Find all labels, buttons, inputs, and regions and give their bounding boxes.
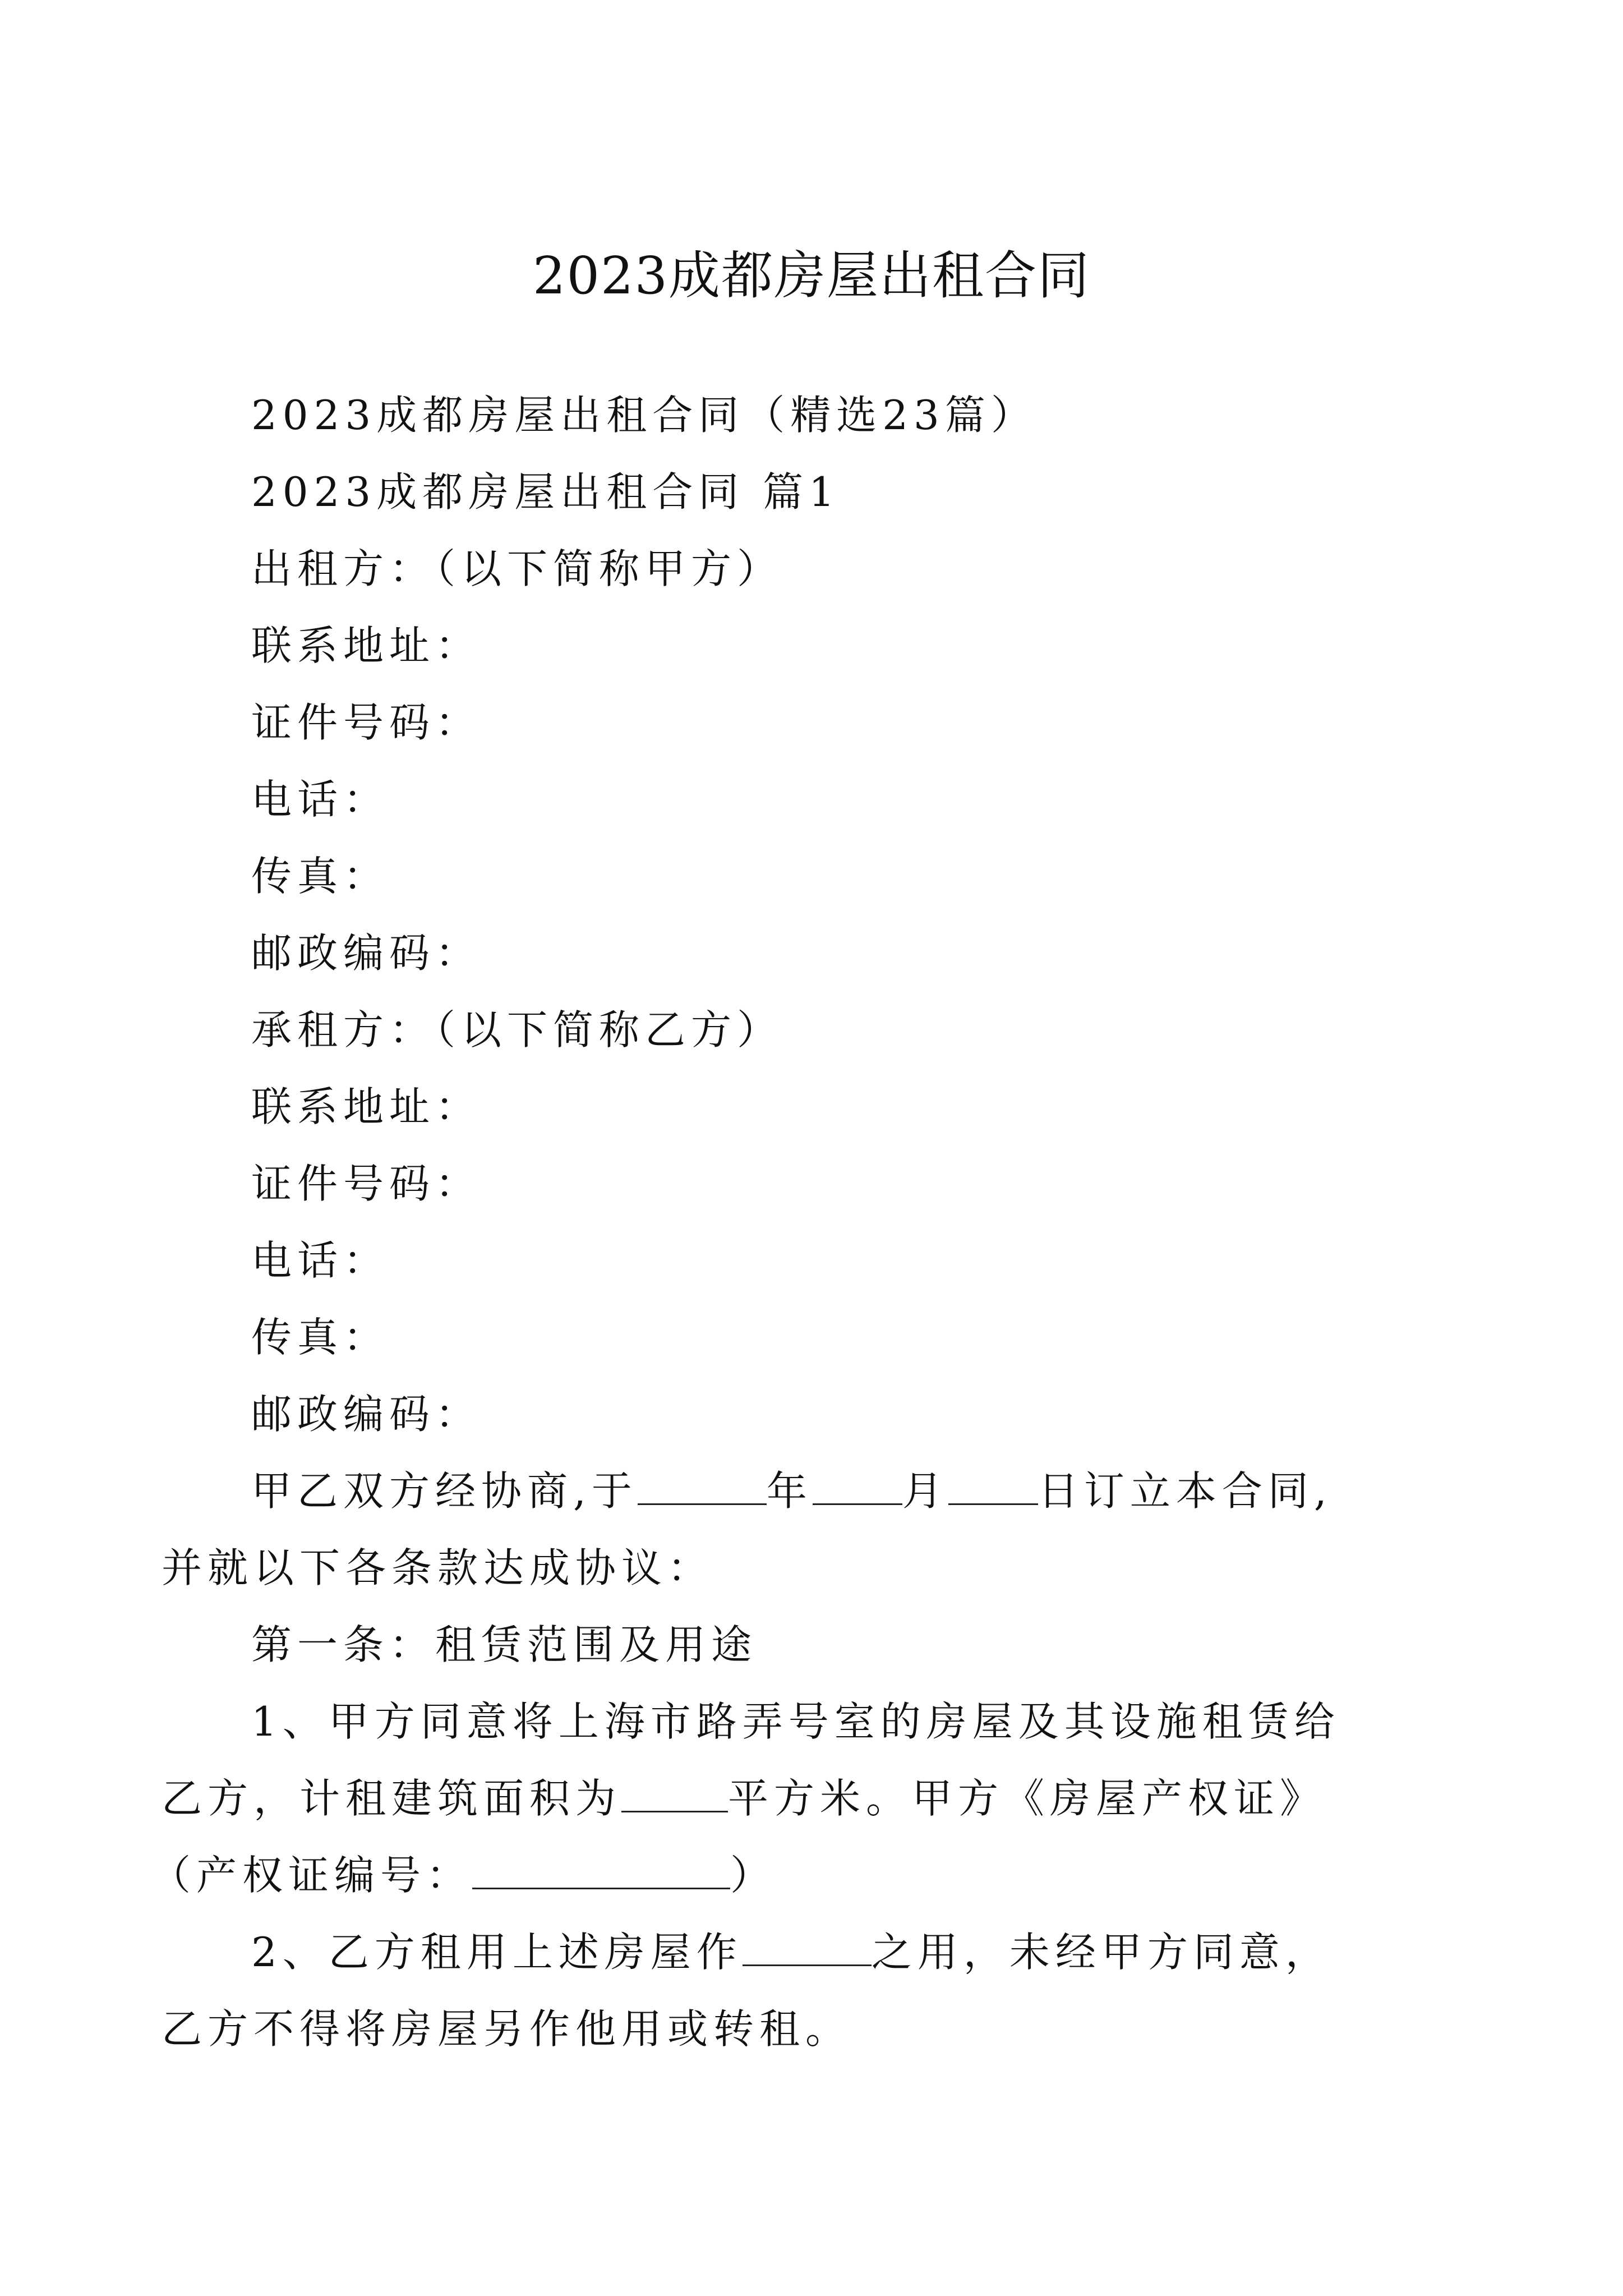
- clause1-cert-text: 平方米。甲方《房屋产权证》: [728, 1775, 1326, 1822]
- cert-close-paren: ）: [730, 1852, 777, 1899]
- section-heading: 2023成都房屋出租合同 篇1: [251, 468, 840, 516]
- year-label: 年: [766, 1467, 813, 1515]
- clause2-line-2: 乙方不得将房屋另作他用或转租。: [162, 2005, 852, 2053]
- document-title: 2023成都房屋出租合同: [532, 245, 1091, 306]
- lessee-postcode-label: 邮政编码：: [251, 1391, 482, 1438]
- area-blank: [621, 1772, 728, 1812]
- clause2-use-text: 2、乙方租用上述房屋作: [251, 1929, 743, 1976]
- clause1-line-1: 1、甲方同意将上海市路弄号室的房屋及其设施租赁给: [251, 1698, 1340, 1745]
- lessee-id-label: 证件号码：: [251, 1160, 482, 1207]
- article1-heading: 第一条：租赁范围及用途: [251, 1621, 758, 1668]
- lessee-phone-label: 电话：: [251, 1237, 390, 1284]
- lessor-phone-label: 电话：: [251, 776, 390, 823]
- clause2-line-1: [251, 1914, 1390, 1991]
- lessor-fax-label: 传真：: [251, 853, 390, 900]
- clause1-line-3: [150, 1837, 1390, 1914]
- month-label: 月: [902, 1467, 948, 1515]
- lessor-postcode-label: 邮政编码：: [251, 930, 482, 977]
- document-body: [150, 377, 1390, 2068]
- use-blank: [743, 1925, 872, 1966]
- lessor-heading: 出租方：（以下简称甲方）: [251, 545, 783, 592]
- agreement-text-start: 甲乙双方经协商,于: [251, 1467, 638, 1515]
- day-blank: [948, 1464, 1038, 1505]
- cert-number-label: （产权证编号：: [150, 1852, 473, 1899]
- subtitle: 2023成都房屋出租合同（精选23篇）: [251, 392, 1037, 439]
- cert-number-blank: [472, 1848, 730, 1889]
- clause1-area-text: 乙方，计租建筑面积为: [162, 1775, 622, 1822]
- lessee-heading: 承租方：（以下简称乙方）: [251, 1006, 783, 1053]
- lessee-address-label: 联系地址：: [251, 1083, 482, 1130]
- clause2-consent-text: 之用，未经甲方同意，: [871, 1929, 1331, 1976]
- clause1-line-2: [162, 1760, 1390, 1837]
- lessor-id-label: 证件号码：: [251, 699, 482, 746]
- month-blank: [813, 1464, 902, 1505]
- lessor-address-label: 联系地址：: [251, 622, 482, 669]
- agreement-line-2: 并就以下各条款达成协议：: [162, 1544, 714, 1591]
- day-label: 日订立本合同,: [1038, 1467, 1332, 1515]
- agreement-line-1: [251, 1453, 1390, 1530]
- year-blank: [638, 1464, 767, 1505]
- lessee-fax-label: 传真：: [251, 1314, 390, 1361]
